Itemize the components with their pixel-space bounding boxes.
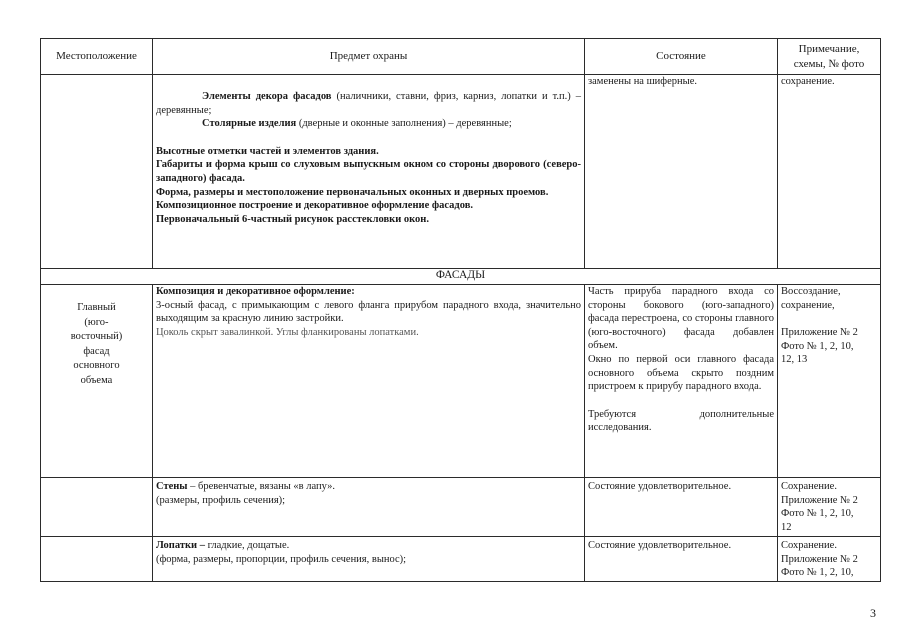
protection-subject-table [40,38,881,582]
walls-subject-cell [153,478,585,537]
pilasters-state: Состояние удовлетворительное. [585,537,778,582]
walls-row [41,478,881,537]
section-row [41,269,881,285]
roofs-text: Габариты и форма крыш со слуховым выпускным окном со стороны дворового (северо-западного) фасада. [156,159,581,184]
header-note-line1: Примечание, [798,42,860,55]
decor-elements-text [156,90,581,117]
main-facade-text2: Цоколь скрыт завалинкой. Углы фланкированы лопатками. [156,326,419,338]
walls-location-cell [41,478,153,537]
header-location: Местоположение [41,39,153,75]
pilasters-note: Сохранение. Приложение № 2 Фото № 1, 2, 10, [778,537,881,582]
pilasters-text [156,539,581,553]
main-facade-note: Воссоздание, сохранение, [781,286,841,311]
pilasters-line2: (форма, размеры, пропорции, профиль сечения, вынос); [156,553,407,565]
main-facade-state3: Требуются дополнительные исследования. [588,408,774,434]
header-note [778,39,881,75]
composition-text: Композиционное построение и декоративное оформление фасадов. [156,200,473,212]
decor-elements-bold: Элементы декора фасадов [202,91,332,102]
continuation-subject-cell [153,75,585,269]
walls-state: Состояние удовлетворительное. [585,478,778,537]
walls-text [156,480,581,494]
openings-text: Форма, размеры и местоположение первоначальных оконных и дверных проемов. [156,186,549,198]
main-facade-heading: Композиция и декоративное оформление: [156,286,355,297]
walls-rest: – бревенчатые, вязаны «в лапу». [187,481,336,492]
pilasters-row [41,537,881,582]
continuation-location-cell [41,75,153,269]
pilasters-rest: гладкие, дощатые. [204,540,290,551]
section-title: ФАСАДЫ [41,269,881,285]
main-facade-state2: Окно по первой оси главного фасада основного объема скрыто поздним пристроем к прирубу парадного входа. [588,353,774,393]
main-facade-note-refs: Приложение № 2 Фото № 1, 2, 10, 12, 13 [781,327,858,366]
main-facade-text1: 3-осный фасад, с примыкающим с левого фланга прирубом парадного входа, значительно выходящим за красную линию застройки. [156,299,581,325]
header-note-line2: схемы, № фото [793,57,865,70]
continuation-state-cell: заменены на шиферные. [585,75,778,269]
main-facade-row [41,285,881,478]
pilasters-location-cell [41,537,153,582]
walls-note: Сохранение. Приложение № 2 Фото № 1, 2, 10, 12 [778,478,881,537]
joinery-rest: (дверные и оконные заполнения) – деревянные; [296,118,512,130]
continuation-note-cell: сохранение. [778,75,881,269]
joinery-bold: Столярные изделия [202,118,297,130]
pilasters-bold: Лопатки – [156,540,205,551]
header-state: Состояние [585,39,778,75]
table-header-row [41,39,881,75]
pilasters-subject-cell [153,537,585,582]
main-facade-state-cell [585,285,778,478]
continuation-row [41,75,881,269]
main-facade-note-cell [778,285,881,478]
glazing-text: Первоначальный 6-частный рисунок расстекловки окон. [156,213,429,225]
main-facade-state1: Часть прируба парадного входа со стороны бокового (юго-западного) фасада перестроена, со стороны главного (юго-восточного) фасада добавлен объем. [588,286,774,352]
main-facade-location: Главный (юго- восточный) фасад основного объема [41,285,153,478]
walls-bold: Стены [156,481,188,492]
walls-line2: (размеры, профиль сечения); [156,494,286,506]
header-subject: Предмет охраны [153,39,585,75]
main-facade-subject-cell [153,285,585,478]
heights-text: Высотные отметки частей и элементов здания. [156,145,379,157]
page-number: 3 [870,606,876,620]
decor-elements-rest: (наличники, ставни, фриз, карниз, лопатки и т.п.) – деревянные; [156,91,581,116]
joinery-text [156,117,581,131]
